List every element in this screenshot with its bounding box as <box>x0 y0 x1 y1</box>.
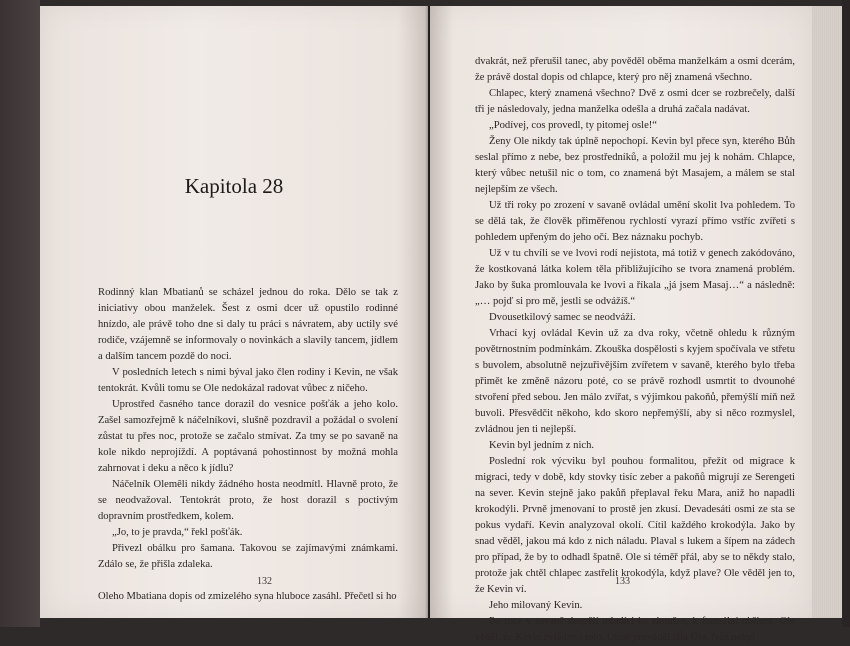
paragraph: Uprostřed časného tance dorazil do vesnice pošťák a jeho kolo. Zašel samozřejmě k náčelníkovi, slušně pozdravil a požádal o svolení zůstat tu přes noc, protože se začalo stmívat. Za tmy se po savaně na kole nikdo neprojíždí. A poptávaná pohostinnost by možná mohla zahrnovat i deku a něco k jídlu? <box>98 399 398 474</box>
paragraph: Jeho milovaný Kevin. <box>489 600 583 611</box>
paragraph: Náčelník Olemêli nikdy žádného hosta neodmítl. Hlavně proto, že se neodvažoval. Tentokrát proto, že host dorazil s poctivým dopravním prostředkem, kolem. <box>98 479 398 522</box>
paragraph: Chlapec, který znamená všechno? Dvě z osmi dcer se rozbrečely, další tři je následovaly, jedna manželka odešla a druhá začala nadávat. <box>475 88 795 115</box>
page-fore-edge <box>812 6 842 618</box>
paragraph: „Jo, to je pravda,“ řekl pošťák. <box>112 527 243 538</box>
paragraph: Přivezl obálku pro šamana. Takovou se zajímavými známkami. Zdálo se, že přišla zdaleka. <box>98 543 398 570</box>
paragraph: Ženy Ole nikdy tak úplně nepochopí. Kevin byl přece syn, kterého Bůh seslal přímo z nebe, bez prostředníků, a položil mu jej k nohám. Chlapce, který vůbec netušil nic o tom, co znamená být Masajem, a málem se stal nejlepším ze všech. <box>475 136 795 195</box>
book-cover-left <box>0 0 40 627</box>
paragraph: dvakrát, než přerušil tanec, aby pověděl oběma manželkám a osmi dcerám, že právě dostal dopis od chlapce, který pro něj znamená všechno. <box>475 56 795 83</box>
right-page <box>430 6 814 643</box>
paragraph: Po roce v savaně dospělí mladíci ke zkoušce, k formální obřízce. Ole věděl, že Kevin zvládne i toto. Úkon prováděl táta Ole. Nůž nebyl <box>475 616 795 643</box>
page-number-right: 133 <box>615 576 630 587</box>
left-page <box>40 6 428 618</box>
book-cover-right <box>842 0 850 627</box>
paragraph: Poslední rok výcviku byl pouhou formalitou, přežít od migrace k migraci, tedy v době, kdy stovky tisíc zeber a pakoňů migrují ze Serengeti na sever. Kevin stejně jako pakůň přeplaval řeku Mara, aniž ho napadli krokodýli. Prvně jmenovaní to prostě jen zkusí. Devadesáti osmi ze sta se pokus vydaří. Kevin analyzoval okolí. Cítil každého krokodýla. Jako by snad věděl, jakou má kdo z nich náladu. Plaval s lukem a šípem na zádech pro případ, že by to odhadl špatně. Ole si téměř přál, aby se to někdy stalo, protože jak chtěl chlapec zastřelit krokodýla, když plave? Ole věděl jen to, že Kevin ví. <box>475 456 795 595</box>
paragraph: Oleho Mbatiana dopis od zmizelého syna hluboce zasáhl. Přečetl si ho <box>98 591 397 602</box>
page-number-left: 132 <box>257 576 272 587</box>
left-page-text <box>98 285 398 605</box>
chapter-title: Kapitola 28 <box>184 174 284 198</box>
right-page-text <box>475 54 795 646</box>
paragraph: Už tři roky po zrození v savaně ovládal umění skolit lva pohledem. To se dělá tak, že člověk přiměřenou rychlostí vyrazí přímo vstříc zvířeti s pohledem upřeným do jeho očí. Bez náznaku pochyb. <box>475 200 795 243</box>
paragraph: V posledních letech s nimi býval jako člen rodiny i Kevin, ne však tentokrát. Kvůli tomu se Ole nedokázal radovat vůbec z ničeho. <box>98 367 398 394</box>
paragraph: Dvousetkilový samec se neodváží. <box>489 312 636 323</box>
paragraph: Rodinný klan Mbatianů se scházel jednou do roka. Dělo se tak z iniciativy obou manželek. Šest z osmi dcer už opustilo rodinné hnízdo, ale právě toho dne si daly tu práci s návratem, aby uctily své rodiče, vzájemně se informovaly o novinkách a slavily tancem, jídlem a dalším tancem pozdě do noci. <box>98 287 398 362</box>
paragraph: Vrhací kyj ovládal Kevin už za dva roky, včetně ohledu k různým povětrnostním podmínkám. Zkouška dospělosti s kyjem spočívala ve střetu s buvolem, absolutně nejzuřivějším zvířetem v savaně, kterého bylo třeba přimět ke změně názoru poté, co se právě rozhodl usmrtit to dvounohé stvoření před sebou. Jen málo zvířat, s výjimkou pakoňů, přemýšlí míň než buvoli. Přesvědčit někoho, kdo skoro nepřemýšlí, aby si něco rozmyslel, zvládnou jen ti nejlepší. <box>475 328 795 435</box>
paragraph: „Podívej, cos provedl, ty pitomej osle!“ <box>489 120 657 131</box>
paragraph: Už v tu chvíli se ve lvovi rodí nejistota, má totiž v genech zakódováno, že kostkovaná látka kolem těla přibližujícího se tvora znamená problém. Jako by šuka promlouvala ke lvovi a říkala „já jsem Masaj…“ a následně: „… pojď si pro mě, jestli se odvážíš.“ <box>475 248 795 307</box>
paragraph: Kevin byl jedním z nich. <box>489 440 595 451</box>
